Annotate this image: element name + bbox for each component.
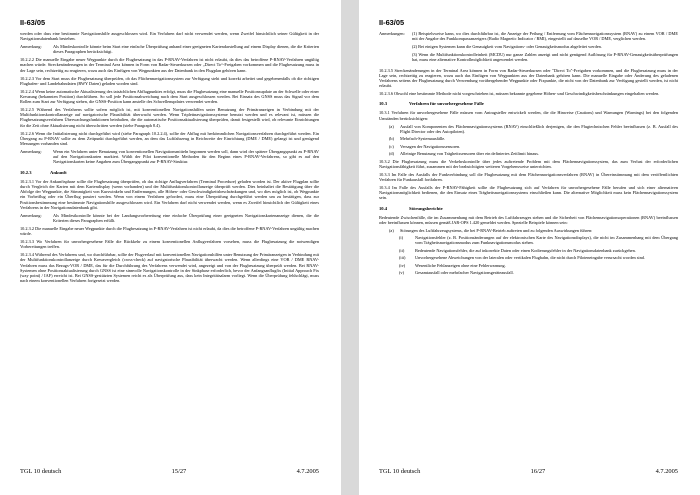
note-item: (2) Bei einigen Systemen kann die Genauigkeit vom Navigations- oder Genauigkeitsmodus abgeleitet werden. [412,44,602,50]
footer-document: TGL 10 deutsch [20,468,62,475]
section-title: Ankunft [50,169,67,175]
document-id: II-63/05 [379,18,405,27]
paragraph: 10.3.4 Im Falle des Ausfalls der P-RNAV-Fähigkeit sollte die Flugbesatzung sich auf Verfahren für unvorhergesehene Fälle berufen und sich einer alternativen Navigationsmöglichkeit bedienen, die den Einsatz eines Trägheitsnavigationssystems einschließen kann. Die alternative Möglichkeit muss kein Flächennavigationssystem sein. [379,184,678,201]
notes-block [379,31,678,65]
paragraph: 10.2.3.3 Wo Verfahren für unvorhergesehene Fälle die Rückkehr zu einem konventionellen Anflugverfahren vorsehen, muss die Flugbesatzung die notwendigen Vorbereitungen treffen. [20,238,319,250]
paragraph: 10.2.2.3 Vor dem Start muss die Flugbesatzung überprüfen, ob das Flächennavigationssystem zur Verfügung steht und korrekt arbeitet und gegebenenfalls ob die richtigen Flughafen- und Landebahndaten (RWY Daten) geladen worden sind. [20,75,319,86]
paragraph: Bedeutende Zwischenfälle, die im Zusammenhang mit dem Betrieb des Luftfahrzeuges stehen und die Sicherheit von Flächennavigationsoperationen (RNAV) beeinflussen oder beeinflussen können, müssen gemäß JAR-OPS 1.420 gemeldet werden. Spezielle Beispiele können sein: [379,214,678,225]
page-15 [0,0,341,495]
list-text: Ausfall von Komponenten des Flächennavigationssystems (RNAV) einschließlich derjenigen, die den Flugtechnischen Fehler beeinflussen (z. B. Ausfall des Flight Director oder des Autopiloten). [400,123,678,134]
list-item [379,248,678,253]
note [20,213,319,224]
page-number: 15/27 [171,468,187,475]
note-text: Als Mindeskontrolle könnte beim Start eine einfache Überprüfung anhand einer geeigneten Kartendarstellung auf einem Display dienen, die die Kriterien dieses Paragraphen berücksichtigt. [53,44,319,55]
note-label: Anmerkung: [20,44,42,50]
list-item [379,144,678,149]
page-number: 16/27 [530,468,546,475]
note [20,149,319,165]
paragraph: werden oder dass eine bestimmte Navigationshilfe ausgeschlossen wird. Ein Verfahren darf nicht verwendet werden, wenn Zweifel hinsichtlich seiner Gültigkeit in der Navigationsdatenbank bestehen. [20,31,319,42]
paragraph: 10.2.2.2 Die manuelle Eingabe neuer Wegpunkte durch die Flugbesatzung in das P-RNAV-Verfahren ist nicht erlaubt, da dies das betroffene P-RNAV-Verfahren ungültig machen würde. Streckenänderungen in der Terminal Area können in Form von Radar-Steuerkursen oder „Direct To“-Freigaben vorkommen und die Flugbesatzung muss in der Lage sein, rechtzeitig zu reagieren, wozu auch das Einfügen von Wegpunkten aus der Datenbank in den Flugplan gehören kann. [20,57,319,73]
list-marker: (i) [399,235,404,241]
list-marker: (a) [389,227,394,233]
paragraph: 10.3.2 Die Flugbesatzung muss die Verkehrskontrolle über jedes auftretende Problem mit dem Flächennavigationssystem, das zum Verlust der erforderlichen Navigationsfähigkeit führt, zusammen mit der beabsichtigten weiteren Vorgehensweise unterrichten. [379,158,678,169]
list-item [379,235,678,246]
list-item [379,151,678,156]
section-title: Störungsberichte [409,205,443,211]
note-item: (3) Wenn die Multifunktionskontrolleinheit (MCDU) nur ganze Zahlen anzeigt und nicht genügend Auflösung für P-RNAV-Genauigkeitsüberprüfungen hat, muss eine alternative Kontrollmöglichkeit angewendet werden. [412,51,678,63]
list-item [379,228,678,233]
page-footer [379,468,678,475]
note-label: Anmerkung: [20,148,42,154]
list-text: Unvorhergesehene Abweichungen von der lateralen oder vertikalen Flugbahn, die nicht durch Piloteneingabe verursacht worden sind. [415,255,645,261]
page-16 [359,0,700,495]
paragraph: 10.3.3 Im Falle des Ausfalls der Funkverbindung soll die Flugbesatzung mit dem Flächennavigationsverfahren (RNAV) in Übereinstimmung mit dem veröffentlichten Verfahren für Funkausfall fortfahren. [379,171,678,182]
section-number: 10.4 [379,205,388,211]
paragraph: 10.2.3.1 Vor der Ankunftsphase sollte die Flugbesatzung überprüfen, ob das richtige Anflugverfahren (Terminal Procedure) geladen worden ist. Der aktive Flugplan sollte durch Vergleich der Karten mit dem Kartendisplay (wenn vorhanden) und der Multifunktionskontrollanzeige überprüft werden. Dies beinhaltet die Bestätigung über die Abfolge der Wegpunkte, die Stimmigkeit von Kurswinkeln und Entfernungen, alle Höhen- oder Geschwindigkeitsbeschränkungen und, wo dies möglich ist, ob Wegpunkte ein Vorbeiflug oder ein Überflug passiert werden. Wenn von einem Verfahren gefordert, muss eine Überprüfung durchgeführt werden um zu bestätigen, dass zur Positionsbestimmung eine bestimmte Navigationshilfe ausgeschlossen wird. Ein Verfahren darf nicht verwendet werden, wenn es Zweifel hinsichtlich der Gültigkeit eines Verfahrens in der Navigationsdatenbank gibt. [20,178,319,210]
list-item [379,270,678,275]
list-item [379,255,678,260]
paragraph: 10.2.3.5 Streckenänderungen in der Terminal Area können in Form von Radar-Steuerkursen oder "Direct To"-Freigaben vorkommen, und die Flugbesatzung muss in der Lage sein, rechtzeitig zu reagieren, wozu auch das Einfügen von Wegpunkten aus der Datenbank gehören kann. Die manuelle Eingabe oder Änderung des geladenen Verfahrens seitens der Flugbesatzung durch Verwendung vorübergehender Wegpunkte oder Fixpunkte, die nicht von der Datenbank zur Verfügung gestellt werden, ist nicht erlaubt. [379,67,678,89]
note-label: Anmerkungen: [379,31,405,36]
list-marker: (b) [389,136,395,142]
list-text: Störungen des Luftfahrzeugsystems, die bei P-RNAV-Betrieb auftreten und zu folgenden Auswirkungen führen: [400,227,593,233]
list-item [379,124,678,135]
footer-date: 4.7.2005 [296,468,319,475]
paragraph: 10.3.1 Verfahren für unvorhergesehene Fälle müssen vom Antragsteller entwickelt werden, die die Hinweise (Cautions) und Warnungen (Warnings) bei den folgenden Umständen berücksichtigen: [379,110,678,121]
paragraph: 10.2.2.5 Während des Verfahrens sollte sofern möglich ist, mit konventionellen Navigationshilfen unter Benutzung der Primäranzeigen in Verbindung mit der Multifunktionskontrollanzeige auf navigatorische Plausibilität überwacht werden. Wenn Triplettnavigationssysteme benutzt werden und es relevant ist, müssen die Flugbesatzungsverfahren Überwachungsfunktionen beinhalten, die die automatische Positionsaktualisierung überprüfen, damit festgestellt wird, ob relevante Einrichtungen für die Zeit ohne Aktualisierung nicht überschritten werden (siehe Paragraph 8.4). [20,106,319,128]
footer-document: TGL 10 deutsch [379,468,421,475]
list-marker: (ii) [399,247,405,253]
list-marker: (d) [389,151,395,157]
list-marker: (iv) [399,262,406,268]
section-heading [20,170,319,175]
list-item [379,263,678,268]
list-text: Wesentliche Fehlanzeigen ohne eine Fehlerwarnung. [415,262,506,268]
section-heading [379,206,678,211]
section-number: 10.2.3 [20,169,32,175]
list-text: Gesamtausfall oder mehrfacher Navigationsgeräteausfall. [415,270,514,276]
paragraph: 10.2.2.6 Wenn die Initialisierung nicht durchgeführt wird (siehe Paragraph 10.2.2.4), sollte der Abflug mit herkömmlichen Navigationsverfahren durchgeführt werden. Ein Übergang zu P-RNAV sollte zu dem Zeitpunkt durchgeführt werden, an dem das Luftfahrzeug in Reichweite der Einrichtung (DME / DME) gelangt ist und genügend Messungen vorhanden sind. [20,130,319,147]
document-id: II-63/05 [20,18,46,27]
footer-date: 4.7.2005 [655,468,678,475]
paragraph: 10.2.3.2 Die manuelle Eingabe neuer Wegpunkte durch die Flugbesatzung in P-RNAV-Verfahren ist nicht erlaubt, da dies die betroffene P-RNAV-Verfahren ungültig machen würde. [20,225,319,237]
page-footer [20,468,319,475]
section-number: 10.3 [379,101,388,107]
note-item: (1) Beispielsweise kann, wo dies durchführbar ist, die Anzeige der Peilung / Entfernung vom Flächennavigationssystem (RNAV) zu einem VOR / DME mit der Angabe des Funkkompassanzeigers (Radio Magnetic Indicator / RMI), eingestellt auf dasselbe VOR / DME, verglichen werden. [412,31,678,42]
list-marker: (c) [389,143,394,149]
note-text: Als Mindestkontrolle könnte bei der Landungsvorbereitung eine einfache Überprüfung einer geeigneten Navigationskartenanzeige dienen, die die Kriterien dieses Paragraphen erfüllt. [53,212,319,223]
list-text: Bedeutende Navigationsfehler, die auf inkorrekte Daten oder einen Kodierungsfehler in der Navigationsdatenbank zurückgehen. [415,247,636,253]
note-label: Anmerkung: [20,212,42,218]
paragraph: 10.2.2.4 Wenn keine automatische Aktualisierung des tatsächlichen Abflugpunktes erfolgt, muss die Flugbesatzung eine manuelle Positionsupdate an der Schwelle oder einer Kreuzung (bekannten Position) durchführen. So soll jede Positionsabweichung nach dem Start ausgeschlossen werden. Bei Einsatz des GNSS muss das Signal vor dem Rollen zum Start zur Verfügung stehen, die GNSS-Position kann anstelle des Schwellenupdates verwendet werden. [20,88,319,105]
note [20,44,319,55]
paragraph: 10.2.3.4 Während des Verfahrens und, wo durchführbar, sollte der Flugverlauf mit konventionellen Navigationshilfen unter Benutzung der Primäranzeigen in Verbindung mit der Multifunktionskontrollanzeige durch Kreuzvergleich (cross-check) auf navigatorische Plausibilität überwacht werden. Wenn allerdings eine VOR / DME RNAV-Verfahren muss das Bezugs-VOR / DME, das für die Durchführung des Verfahrens verwendet wird, angezeigt und von der Flugbesatzung überprüft werden. Bei RNAV-Systemen ohne Positionsaktualisierung durch GNSS ist eine sinnvolle Navigationskontrolle in der Sinkphase erforderlich, bevor der Anfangsanflugfix (Initial Approach Fix (way point) / IAF) erreicht ist. Bei GNSS-gestützten Systemen reicht es als Überprüfung aus, dass kein Integritätsalarm vorliegt. Wenn die Überprüfung fehlschlägt, muss nach einem konventionellen Verfahren fortgesetzt werden. [20,252,319,284]
list-text: Navigationsfehler (z. B. Positionsänderungen auf der elektronischen Karte des Navigationsdisplays), die nicht im Zusammenhang mit dem Übergang vom Trägheitsnavigationsmodus zum Funknavigationsmodus stehen. [415,235,678,246]
list-text: Alleinige Benutzung von Trägheitssensoren über ein definiertes Zeitlimit hinaus. [400,151,540,157]
note-text: Wenn ein Verfahren unter Benutzung von konventionellen Navigationsmitteln begonnen werden soll, dann wird der spätere Übergangspunkt zu P-RNAV auf den Navigationskarten markiert. Wählt der Pilot konventionelle Methoden für den Beginn eines P-RNAV-Verfahrens, so gibt es auf den Navigationskarten keine Angaben zum Übergangspunkt zur P-RNAV-Struktur. [53,148,319,165]
paragraph: 10.2.3.6 Obwohl eine bestimmte Methode nicht vorgeschrieben ist, müssen bekannte gegebene Höhen- und Geschwindigkeitsbeschränkungen eingehalten werden. [379,91,660,97]
list-marker: (iii) [399,255,406,261]
list-text: Mehrfach-Systemausfälle. [400,136,446,142]
list-marker: (a) [389,123,394,129]
section-title: Verfahren für unvorhergesehene Fälle [409,101,484,107]
list-text: Versagen der Navigationssensoren. [400,143,461,149]
section-heading [379,101,678,106]
list-item [379,136,678,141]
list-marker: (v) [399,270,405,276]
